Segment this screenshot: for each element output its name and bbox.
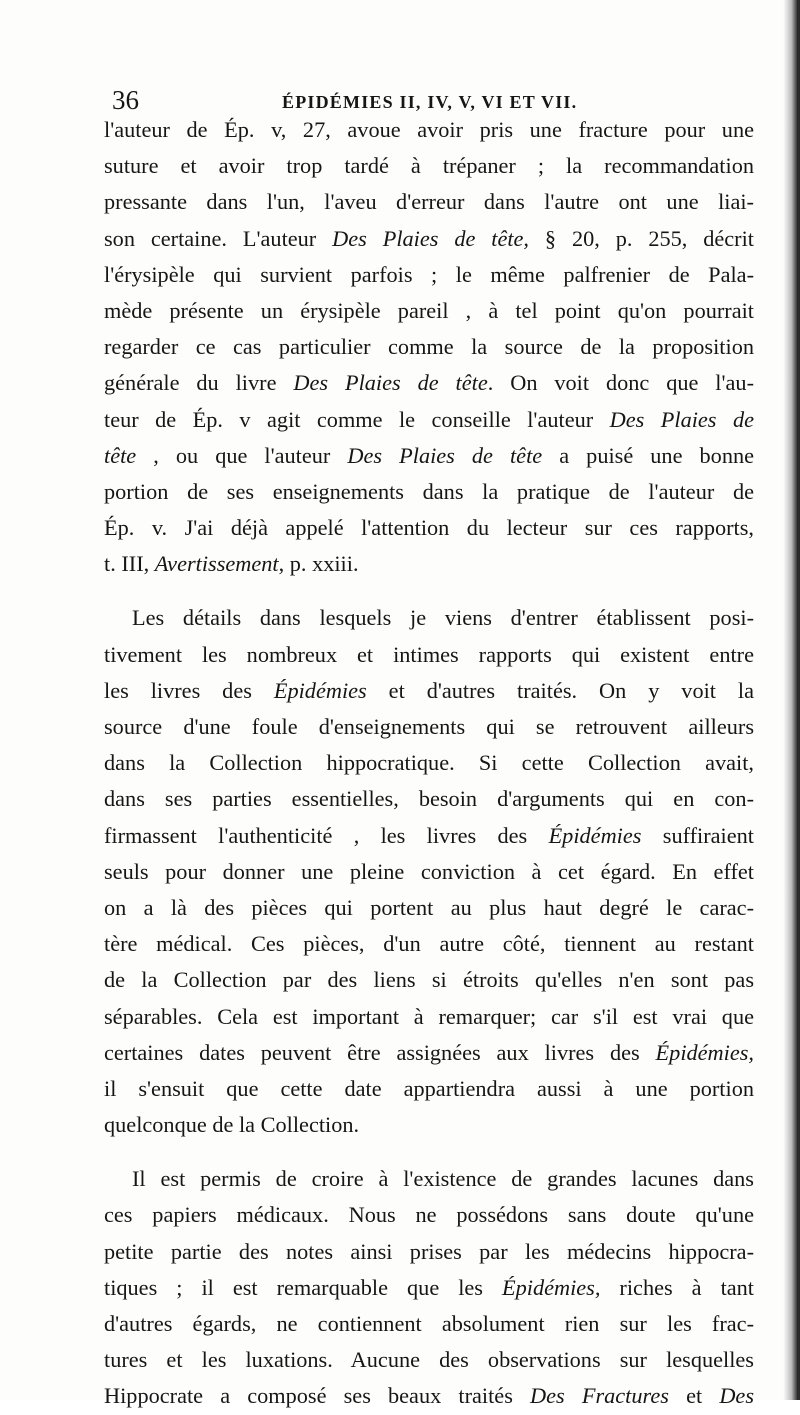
text-line: quelconque de la Collection.: [104, 1112, 360, 1138]
paragraph: [104, 600, 754, 1143]
page-number: 36: [112, 85, 139, 115]
paragraph-gap: [104, 582, 754, 600]
text-line: son certaine. L'auteur Des Plaies de tête, § 20, p. 255, décrit: [104, 225, 754, 251]
text-line: ces papiers médicaux. Nous ne possédons sans doute qu'une: [104, 1202, 754, 1228]
page-edge-shadow: [783, 0, 797, 1400]
text-line: générale du livre Des Plaies de tête. On voit donc que l'au-: [104, 370, 754, 396]
text-line: Les détails dans lesquels je viens d'entrer établissent posi-: [132, 605, 754, 631]
text-line: dans la Collection hippocratique. Si cette Collection avait,: [104, 750, 754, 776]
text-line: teur de Ép. v agit comme le conseille l'auteur Des Plaies de: [104, 406, 754, 432]
text-line: firmassent l'authenticité , les livres des Épidémies suffiraient: [104, 822, 754, 848]
text-line: regarder ce cas particulier comme la source de la proposition: [104, 334, 754, 360]
text-line: mède présente un érysipèle pareil , à tel point qu'on pourrait: [104, 297, 754, 323]
text-line: tures et les luxations. Aucune des observations sur lesquelles: [104, 1347, 754, 1373]
text-line: suture et avoir trop tardé à trépaner ; la recommandation: [104, 153, 754, 179]
text-line: l'auteur de Ép. v, 27, avoue avoir pris une fracture pour une: [104, 117, 754, 142]
body-text: [104, 112, 754, 1415]
text-line: tiques ; il est remarquable que les Épidémies, riches à tant: [104, 1274, 754, 1300]
text-line: de la Collection par des liens si étroits qu'elles n'en sont pas: [104, 967, 754, 993]
text-line: il s'ensuit que cette date appartiendra aussi à une portion: [104, 1075, 754, 1101]
text-line: portion de ses enseignements dans la pratique de l'auteur de: [104, 478, 754, 504]
text-line: t. III, Avertissement, p. xxiii.: [104, 551, 359, 577]
running-title: ÉPIDÉMIES II, IV, V, VI ET VII.: [282, 92, 578, 112]
text-line: seuls pour donner une pleine conviction à cet égard. En effet: [104, 858, 754, 884]
text-line: l'érysipèle qui survient parfois ; le même palfrenier de Pala-: [104, 261, 754, 287]
paragraph-gap: [104, 1143, 754, 1161]
text-line: tivement les nombreux et intimes rapports qui existent entre: [104, 641, 754, 667]
text-line: petite partie des notes ainsi prises par les médecins hippocra-: [104, 1238, 754, 1264]
paragraph: [104, 112, 754, 582]
text-line: Ép. v. J'ai déjà appelé l'attention du lecteur sur ces rapports,: [104, 515, 754, 541]
text-line: tère médical. Ces pièces, d'un autre côté, tiennent au restant: [104, 931, 754, 957]
text-line: tête , ou que l'auteur Des Plaies de tête a puisé une bonne: [104, 442, 754, 468]
text-line: dans ses parties essentielles, besoin d'arguments qui en con-: [104, 786, 754, 812]
text-line: source d'une foule d'enseignements qui se retrouvent ailleurs: [104, 714, 754, 739]
text-line: Hippocrate a composé ses beaux traités Des Fractures et Des: [104, 1383, 754, 1409]
paragraph: [104, 1161, 754, 1414]
text-line: certaines dates peuvent être assignées aux livres des Épidémies,: [104, 1039, 754, 1065]
text-line: les livres des Épidémies et d'autres traités. On y voit la: [104, 677, 754, 703]
text-line: on a là des pièces qui portent au plus haut degré le carac-: [104, 894, 754, 920]
text-line: pressante dans l'un, l'aveu d'erreur dans l'autre ont une liai-: [104, 189, 754, 215]
text-line: séparables. Cela est important à remarquer; car s'il est vrai que: [104, 1003, 754, 1029]
text-line: d'autres égards, ne contiennent absolument rien sur les frac-: [104, 1311, 754, 1336]
text-line: Il est permis de croire à l'existence de grandes lacunes dans: [132, 1166, 754, 1192]
